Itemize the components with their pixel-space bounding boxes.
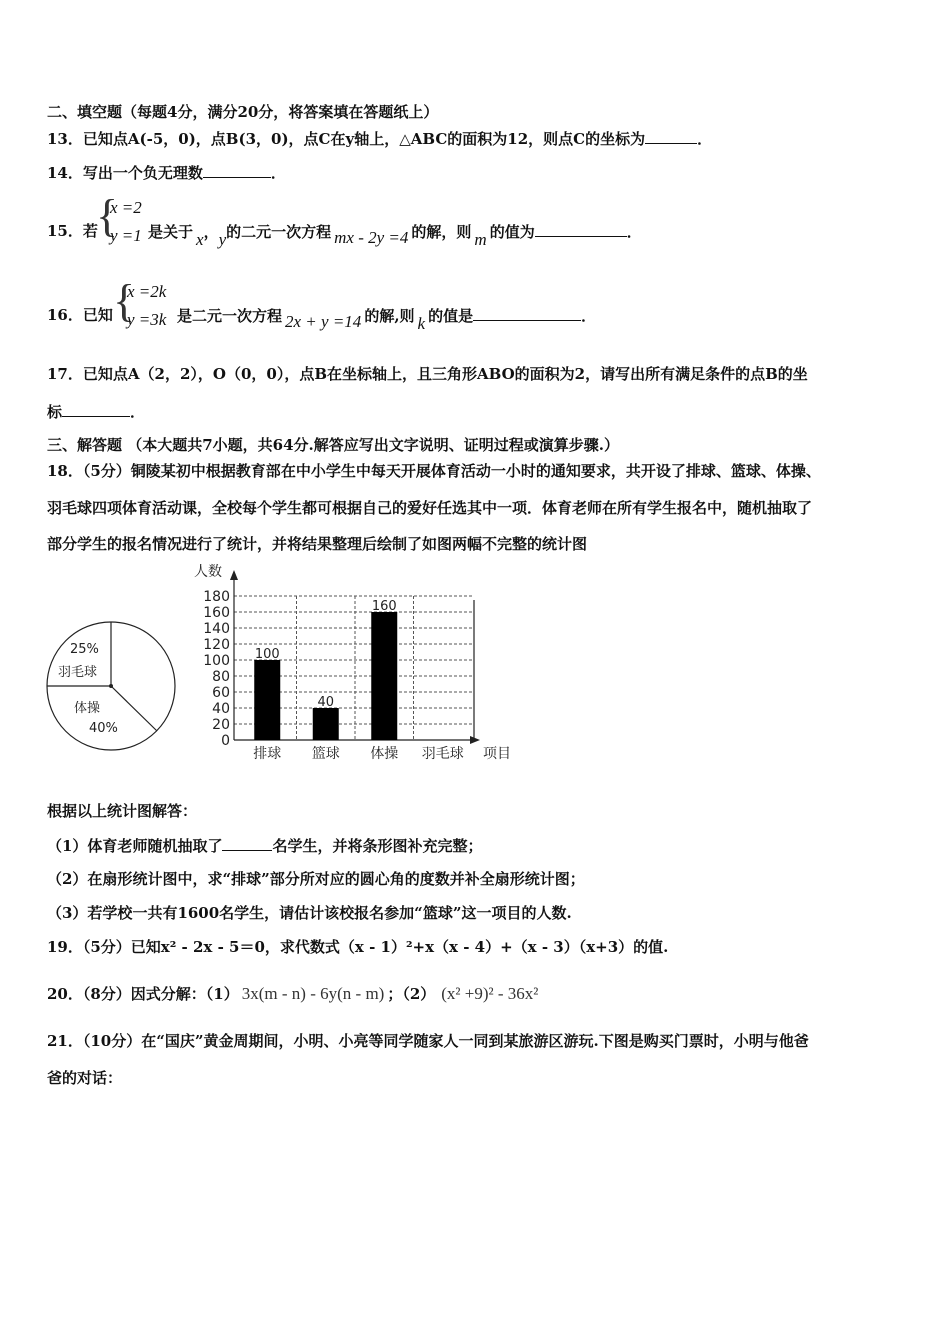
- sub-question-1: [47, 834, 482, 857]
- q15-number: 15．若: [47, 222, 98, 240]
- y-tick-label: 40: [212, 701, 230, 717]
- q13-answer-blank[interactable]: [645, 127, 697, 144]
- q15-answer-blank[interactable]: [535, 220, 627, 237]
- sub-question-3: （3）若学校一共有1600名学生，请估计该校报名参加“篮球”这一项目的人数.: [47, 904, 572, 922]
- q13-text: 13．已知点A(-5，0)，点B(3，0)，点C在y轴上，△ABC的面积为12，则点C的坐标为: [47, 130, 646, 148]
- q16-body: 是二元一次方程 2x + y =14 的解,则 k 的值是 ．: [177, 304, 596, 327]
- q15-text-a: 是关于: [148, 223, 194, 241]
- x-axis-label: 项目: [483, 746, 511, 762]
- q15-text-b: 的二元一次方程: [226, 223, 332, 241]
- bars-group: [253, 599, 464, 762]
- bar-value-label: 160: [371, 599, 397, 614]
- q16-system-line2: y =3k: [127, 310, 167, 329]
- q17-text: 标: [47, 403, 63, 421]
- bar-chart: [188, 560, 523, 765]
- q15-body: 是关于 x，y的二元一次方程 mx - 2y =4 的解，则 m 的值为 ．: [148, 220, 642, 243]
- q15-equation: mx - 2y =4: [334, 228, 409, 247]
- q16-system-line1: x =2k: [127, 282, 167, 301]
- y-tick-label: 80: [212, 669, 230, 685]
- bar-value-label: 40: [317, 695, 335, 710]
- q15-var-y: y: [218, 230, 227, 249]
- y-tick-label: 160: [203, 605, 230, 621]
- question-19: 19．（5分）已知x² - 2x - 5＝0，求代数式（x - 1）²+x（x - 4）+（x - 3）（x+3）的值.: [47, 938, 669, 956]
- q21-line2: 爸的对话：: [47, 1069, 123, 1087]
- q16-var-k: k: [417, 314, 426, 333]
- q17-answer-blank[interactable]: [62, 400, 130, 417]
- q20-text-a: 20．（8分）因式分解：（1）: [47, 985, 239, 1003]
- y-tick-label: 60: [212, 685, 230, 701]
- q15-system-line1: x =2: [110, 198, 142, 217]
- q16-number: 16．已知: [47, 306, 113, 324]
- sub-question-2: （2）在扇形统计图中，求“排球”部分所对应的圆心角的度数并补全扇形统计图；: [47, 870, 585, 888]
- q20-text-b: ；（2）: [387, 985, 436, 1003]
- x-category-label: 排球: [253, 746, 282, 762]
- pie-badminton-pct: 25%: [70, 642, 99, 657]
- bar-0: [254, 660, 280, 740]
- sub1-text-a: （1）体育老师随机抽取了: [47, 837, 223, 855]
- q18-line1: 18．（5分）铜陵某初中根据教育部在中小学生中每天开展体育活动一小时的通知要求，共开设了排球、篮球、体操、: [47, 462, 821, 480]
- q16-text-c: 的值是: [428, 307, 474, 325]
- y-tick-label: 0: [221, 733, 230, 749]
- x-axis-arrow: [470, 736, 480, 744]
- q17-line1: 17．已知点A（2，2），O（0，0），点B在坐标轴上，且三角形ABO的面积为2，请写出所有满足条件的点B的坐: [47, 365, 808, 383]
- sub1-text-b: 名学生，并将条形图补充完整；: [272, 837, 483, 855]
- y-tick-label: 180: [203, 589, 230, 605]
- q20-expression-2: (x² +9)² - 36x²: [441, 984, 539, 1003]
- q16-brace: {: [113, 275, 136, 326]
- question-13: 13．已知点A(-5，0)，点B(3，0)，点C在y轴上，△ABC的面积为12，则点C的坐标为 ．: [47, 127, 712, 150]
- q15-var-x: x: [196, 230, 204, 249]
- x-category-label: 羽毛球: [421, 746, 464, 762]
- q21-line1: 21．（10分）在“国庆”黄金周期间，小明、小亮等同学随家人一同到某旅游区游玩.下图是购买门票时，小明与他爸: [47, 1032, 809, 1050]
- y-tick-label: 20: [212, 717, 230, 733]
- q17-line2: 标 ．: [47, 400, 145, 423]
- pie-gym-label: 体操: [74, 701, 101, 716]
- sub1-answer-blank[interactable]: [222, 834, 272, 851]
- pie-center: [109, 684, 113, 688]
- q15-system-line2: y =1: [110, 226, 142, 245]
- q15-text-d: 的值为: [489, 223, 535, 241]
- q20-expression-1: 3x(m - n) - 6y(n - m): [241, 984, 385, 1003]
- q16-answer-blank[interactable]: [473, 304, 581, 321]
- q16-text-b: 的解,则: [364, 307, 415, 325]
- q15-var-m: m: [474, 230, 487, 249]
- pie-chart: [40, 618, 182, 758]
- section3-header: 三、解答题 （本大题共7小题，共64分.解答应写出文字说明、证明过程或演算步骤.）: [47, 436, 619, 454]
- y-axis-arrow: [230, 570, 238, 580]
- pie-gym-pct: 40%: [89, 721, 118, 736]
- pie-badminton-label: 羽毛球: [58, 665, 98, 680]
- y-tick-label: 100: [203, 653, 230, 669]
- bar-value-label: 100: [254, 647, 280, 662]
- q14-text: 14．写出一个负无理数: [47, 164, 203, 182]
- question-14: 14．写出一个负无理数 ．: [47, 161, 286, 184]
- q15-text-c: 的解，则: [411, 223, 472, 241]
- q18-line2: 羽毛球四项体育活动课，全校每个学生都可根据自己的爱好任选其中一项．体育老师在所有学生报名中，随机抽取了: [47, 499, 813, 517]
- section2-header: 二、填空题（每题4分，满分20分，将答案填在答题纸上）: [47, 103, 439, 121]
- x-category-label: 体操: [370, 746, 399, 762]
- y-tick-label: 140: [203, 621, 230, 637]
- q18-line3: 部分学生的报名情况进行了统计，并将结果整理后绘制了如图两幅不完整的统计图: [47, 535, 588, 553]
- q14-answer-blank[interactable]: [203, 161, 271, 178]
- q15-brace: {: [96, 190, 119, 241]
- q15-comma: ，: [203, 223, 219, 241]
- y-tick-label: 120: [203, 637, 230, 653]
- after-chart-prompt: 根据以上统计图解答：: [47, 802, 198, 820]
- y-axis-label: 人数: [194, 564, 222, 580]
- question-20: [47, 983, 538, 1005]
- q16-text-a: 是二元一次方程: [177, 307, 283, 325]
- x-category-label: 篮球: [311, 746, 340, 762]
- bar-1: [313, 708, 339, 740]
- bar-2: [371, 612, 397, 740]
- q16-equation: 2x + y =14: [285, 312, 362, 331]
